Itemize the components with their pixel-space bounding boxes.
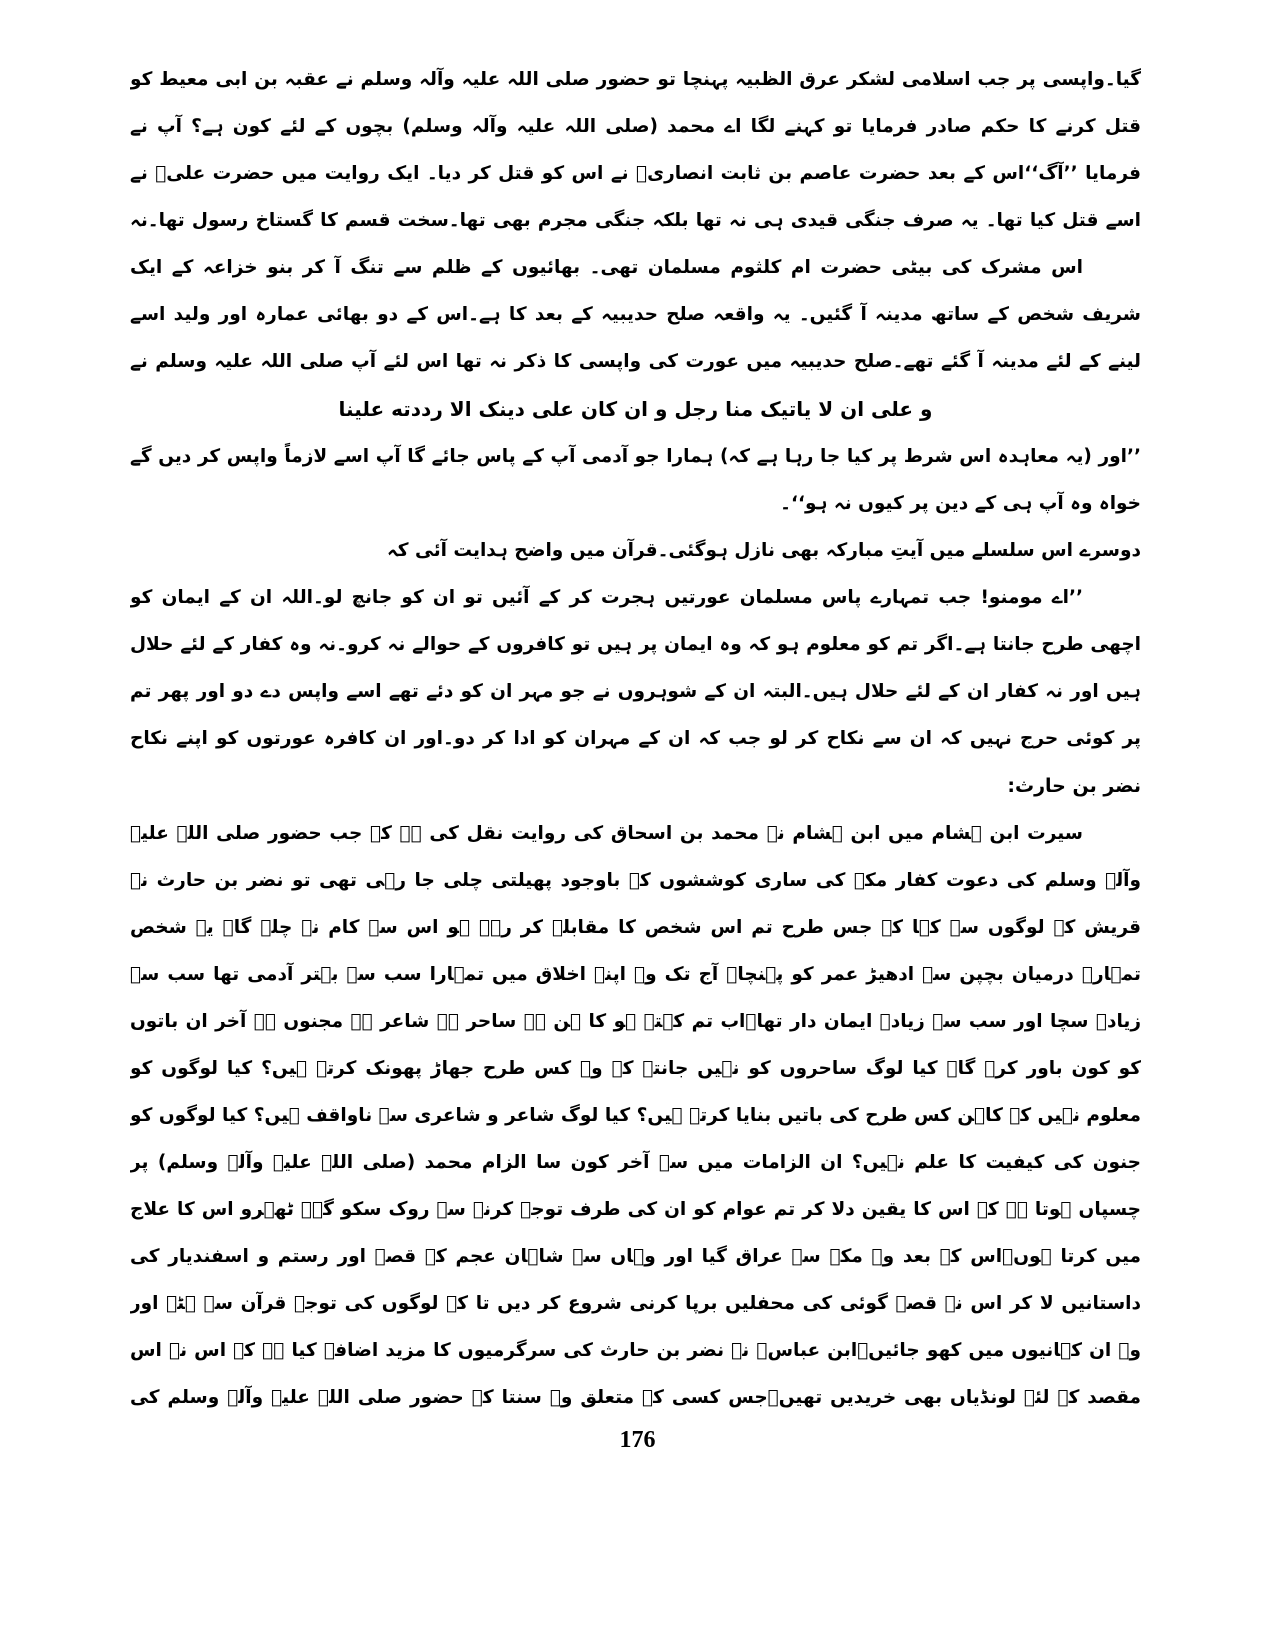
paragraph-umm-kulthum: اس مشرک کی بیٹی حضرت ام کلثوم مسلمان تھی۔ بھائیوں کے ظلم سے تنگ آ کر بنو خزاعہ کے ایک شریف شخص کے ساتھ مدینہ آ گئیں۔ یہ واقعہ صلح حدیبیہ کے بعد کا ہے۔اس کے دو بھائی عمارہ اور ولید اسے لینے کے لئے مدینہ آ گئے تھے۔صلح حدیبیہ میں عورت کی واپسی کا ذکر نہ تھا اس لئے آپ صلی اللہ علیہ وسلم نے [130, 257, 1141, 372]
arabic-treaty-quote: و علی ان لا یاتیک منا رجل و ان کان علی دینک الا رددته علینا [338, 397, 933, 421]
verse-introduction: دوسرے اس سلسلے میں آیتِ مبارکہ بھی نازل ہوگئی۔قرآن میں واضح ہدایت آئی کہ [386, 540, 1141, 561]
paragraph-uqba-execution: گیا۔واپسی پر جب اسلامی لشکر عرق الظبیہ پہنچا تو حضور صلی اللہ علیہ وآلہ وسلم نے عقبہ بن ابی معیط کو قتل کرنے کا حکم صادر فرمایا تو کہنے لگا اے محمد (صلی اللہ علیہ وآلہ وسلم) بچوں کے لئے کون ہے؟ آپ نے فرمایا ’’آگ‘‘اس کے بعد حضرت عاصم بن ثابت انصاریؓ نے اس کو قتل کر دیا۔ ایک روایت میں حضرت علیؓ نے اسے قتل کیا تھا۔ یہ صرف جنگی قیدی ہی نہ تھا بلکہ جنگی مجرم بھی تھا۔سخت قسم کا گستاخ رسول تھا۔نہ [130, 69, 1141, 231]
quran-verse-translation: ’’اے مومنو! جب تمہارے پاس مسلمان عورتیں ہجرت کر کے آئیں تو ان کو جانچ لو۔اللہ ان کے ایمان کو اچھی طرح جانتا ہے۔اگر تم کو معلوم ہو کہ وہ ایمان پر ہیں تو کافروں کے حوالے نہ کرو۔نہ وہ کفار کے لئے حلال ہیں اور نہ کفار ان کے لئے حلال ہیں۔البتہ ان کے شوہروں نے جو مہر ان کو دئے تھے اسے واپس دے دو اور پھر تم پر کوئی حرج نہیں کہ ان سے نکاح کر لو جب کہ ان کے مہران کو ادا کر دو۔اور ان کافرہ عورتوں کو اپنے نکاح [130, 587, 1141, 749]
page-number: 176 [619, 1427, 656, 1453]
paragraph-nadr-bin-harith: سیرت ابن ہشام میں ابن ہشام نے محمد بن اسحاق کی روایت نقل کی ہے کہ جب حضور صلی اللہ علیہ وآلہ وسلم کی دعوت کفار مکہ کی ساری کوششوں کے باوجود پھیلتی چلی جا رہی تھی تو نضر بن حارث نے قریش کے لوگوں سے کہا کہ جس طرح تم اس شخص کا مقابلہ کر رہے ہو اس سے کام نہ چلے گا۔ یہ شخص تمہارے درمیان بچپن سے ادھیڑ عمر کو پہنچا۔ آج تک وہ اپنے اخلاق میں تمہارا سب سے بہتر آدمی تھا سب سے زیادہ سچا اور سب سے زیادہ ایمان دار تھا۔اب تم کہتے ہو کا ہن ہے ساحر ہے شاعر ہے مجنوں ہے آخر ان باتوں کو کون باور کرے گا۔ کیا لوگ ساحروں کو نہیں جانتے کہ وہ کس طرح جھاڑ پھونک کرتے ہیں؟ کیا لوگوں کو معلوم نہیں کہ کاہن کس طرح کی باتیں بنایا کرتے ہیں؟ کیا لوگ شاعر و شاعری سے ناواقف ہیں؟ کیا لوگوں کو جنون کی کیفیت کا علم نہیں؟ ان الزامات میں سے آخر کون سا الزام محمد (صلی اللہ علیہ وآلہ وسلم) پر چسپاں ہوتا ہے کہ اس کا یقین دلا کر تم عوام کو ان کی طرف توجہ کرنے سے روک سکو گے۔ ٹھہرو اس کا علاج میں کرتا ہوں۔اس کے بعد وہ مکہ سے عراق گیا اور وہاں سے شاہان عجم کے قصے اور رستم و اسفندیار کی داستانیں لا کر اس نے قصہ گوئی کی محفلیں برپا کرنی شروع کر دیں تا کہ لوگوں کی توجہ قرآن سے ہٹے اور وہ ان کہانیوں میں کھو جائیں۔ابن عباسؓ نے نضر بن حارث کی سرگرمیوں کا مزید اضافہ کیا ہے کہ اس نے اس مقصد کے لئے لونڈیاں بھی خریدیں تھیں۔جس کسی کے متعلق وہ سنتا کہ حضور صلی اللہ علیہ وآلہ وسلم کی [130, 823, 1141, 1408]
section-heading: نضر بن حارث: [1007, 775, 1141, 797]
treaty-translation: ’’اور (یہ معاہدہ اس شرط پر کیا جا رہا ہے کہ) ہمارا جو آدمی آپ کے پاس جائے گا آپ اسے لازماً واپس کر دیں گے خواہ وہ آپ ہی کے دین پر کیوں نہ ہو‘‘۔ [130, 446, 1141, 514]
